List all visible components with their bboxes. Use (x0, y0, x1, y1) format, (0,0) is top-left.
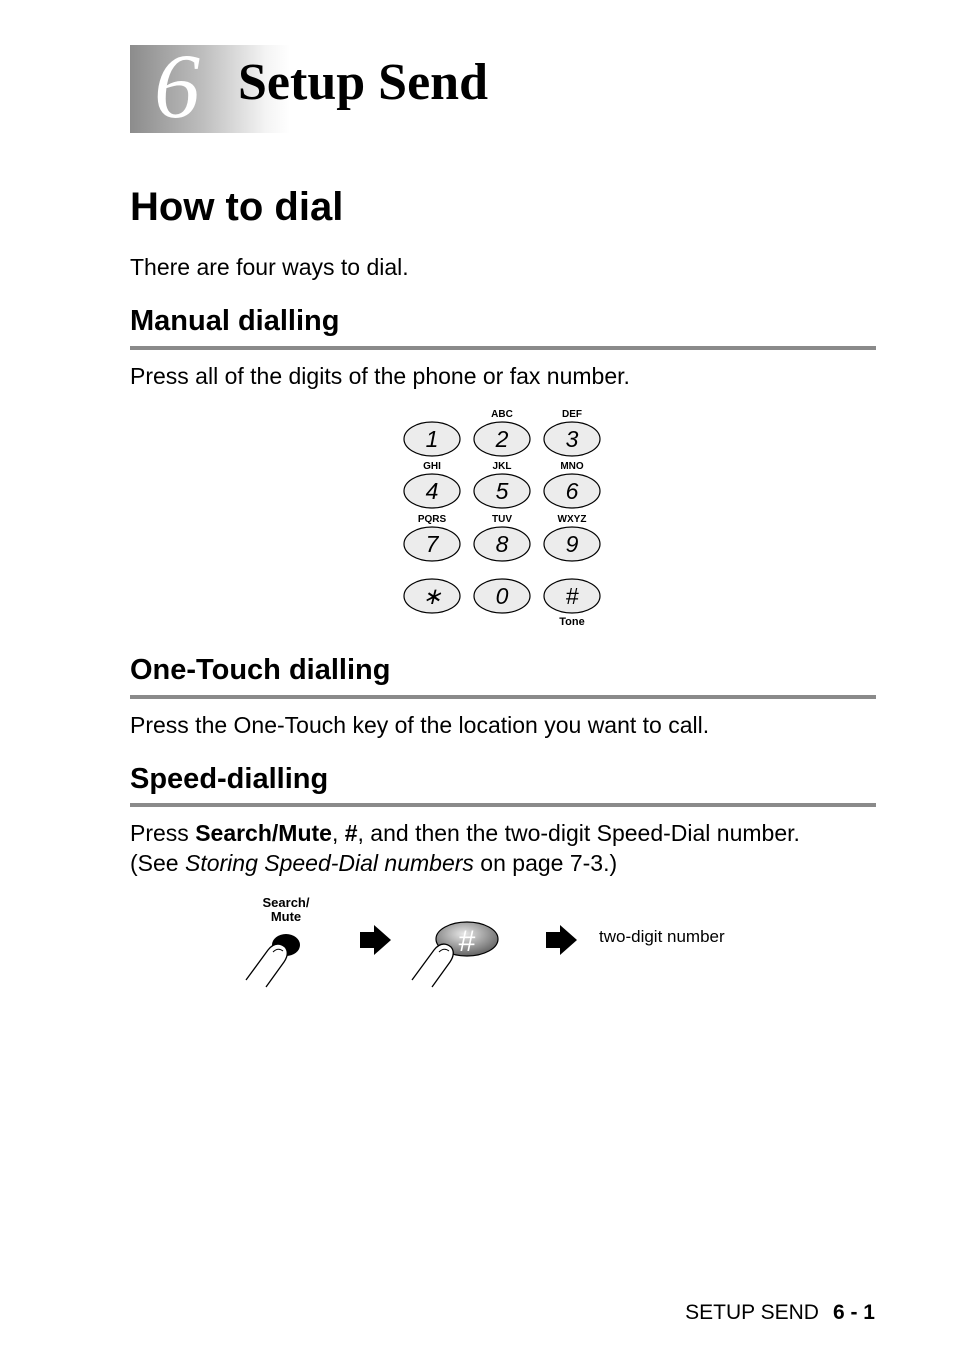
keypad-key-6 (544, 461, 600, 508)
keypad-letters: MNO (560, 461, 584, 472)
keypad-digit: # (565, 583, 579, 609)
keypad-digit: 9 (565, 531, 579, 557)
speed-dialling-line-1: Press Search/Mute, #, and then the two-digit Speed-Dial number. (130, 820, 800, 846)
keypad-digit: 0 (495, 583, 509, 609)
page-footer (685, 1302, 875, 1323)
keypad-letters: ABC (491, 409, 513, 420)
keypad-key-4 (404, 461, 460, 508)
keypad-letters: DEF (562, 409, 582, 420)
keypad-key-9 (544, 514, 600, 561)
keypad-digit: 5 (495, 478, 509, 504)
page-number: 6 - 1 (832, 1301, 875, 1324)
speed-dialling-line-2: (See Storing Speed-Dial numbers on page 7-3.) (130, 850, 618, 876)
keypad-digit: 1 (425, 426, 439, 452)
right-arrow-icon (546, 925, 577, 955)
hash-key-symbol: # (458, 925, 476, 958)
section-title: How to dial (130, 185, 344, 229)
keypad-letters: GHI (423, 461, 441, 472)
tone-label: Tone (559, 616, 585, 628)
keypad-digit: 6 (565, 478, 579, 504)
keypad-key-0 (474, 579, 530, 613)
manual-dialling-heading: Manual dialling (130, 305, 340, 337)
chapter-number: 6 (154, 35, 200, 137)
search-mute-label-line2: Mute (270, 909, 302, 924)
keypad-letters: PQRS (417, 514, 447, 525)
finger-press-icon (412, 944, 453, 987)
chapter-title: Setup Send (238, 54, 488, 111)
keypad-digit: 7 (425, 531, 439, 557)
keypad-key-5 (474, 461, 530, 508)
right-arrow-icon (360, 925, 391, 955)
section-intro: There are four ways to dial. (130, 254, 409, 280)
keypad-key-hash (544, 579, 600, 613)
keypad-digit: 8 (495, 531, 509, 557)
one-touch-dialling-text: Press the One-Touch key of the location you want to call. (130, 712, 710, 738)
speed-dialling-text (130, 818, 800, 878)
speed-dial-diagram (240, 890, 760, 1000)
hash-key-name: # (344, 820, 358, 846)
keypad-letters: WXYZ (557, 514, 587, 525)
heading-rule (130, 346, 876, 350)
heading-rule (130, 803, 876, 807)
keypad-letters: TUV (492, 514, 512, 525)
footer-section: SETUP SEND (685, 1301, 819, 1324)
keypad-key-7 (404, 514, 460, 561)
keypad-digit: 4 (425, 478, 439, 504)
cross-reference: Storing Speed-Dial numbers (184, 850, 474, 876)
search-mute-label-line1: Search/ (262, 895, 310, 910)
keypad-key-1 (404, 422, 460, 456)
keypad-key-2 (474, 409, 530, 456)
keypad-key-3 (544, 409, 600, 456)
keypad-digit: 2 (495, 426, 509, 452)
keypad-key-star (404, 579, 460, 613)
keypad-letters: JKL (492, 461, 512, 472)
keypad-digit: ∗ (422, 583, 442, 609)
one-touch-dialling-heading: One-Touch dialling (130, 654, 391, 686)
heading-rule (130, 695, 876, 699)
keypad-digit: 3 (565, 426, 579, 452)
speed-dialling-heading: Speed-dialling (130, 763, 329, 795)
two-digit-number-label: two-digit number (599, 927, 725, 946)
keypad-key-8 (474, 514, 530, 561)
finger-press-icon (246, 944, 287, 987)
search-mute-key-name: Search/Mute (195, 820, 332, 846)
dial-keypad-illustration (395, 402, 615, 634)
manual-dialling-text: Press all of the digits of the phone or fax number. (130, 363, 630, 389)
